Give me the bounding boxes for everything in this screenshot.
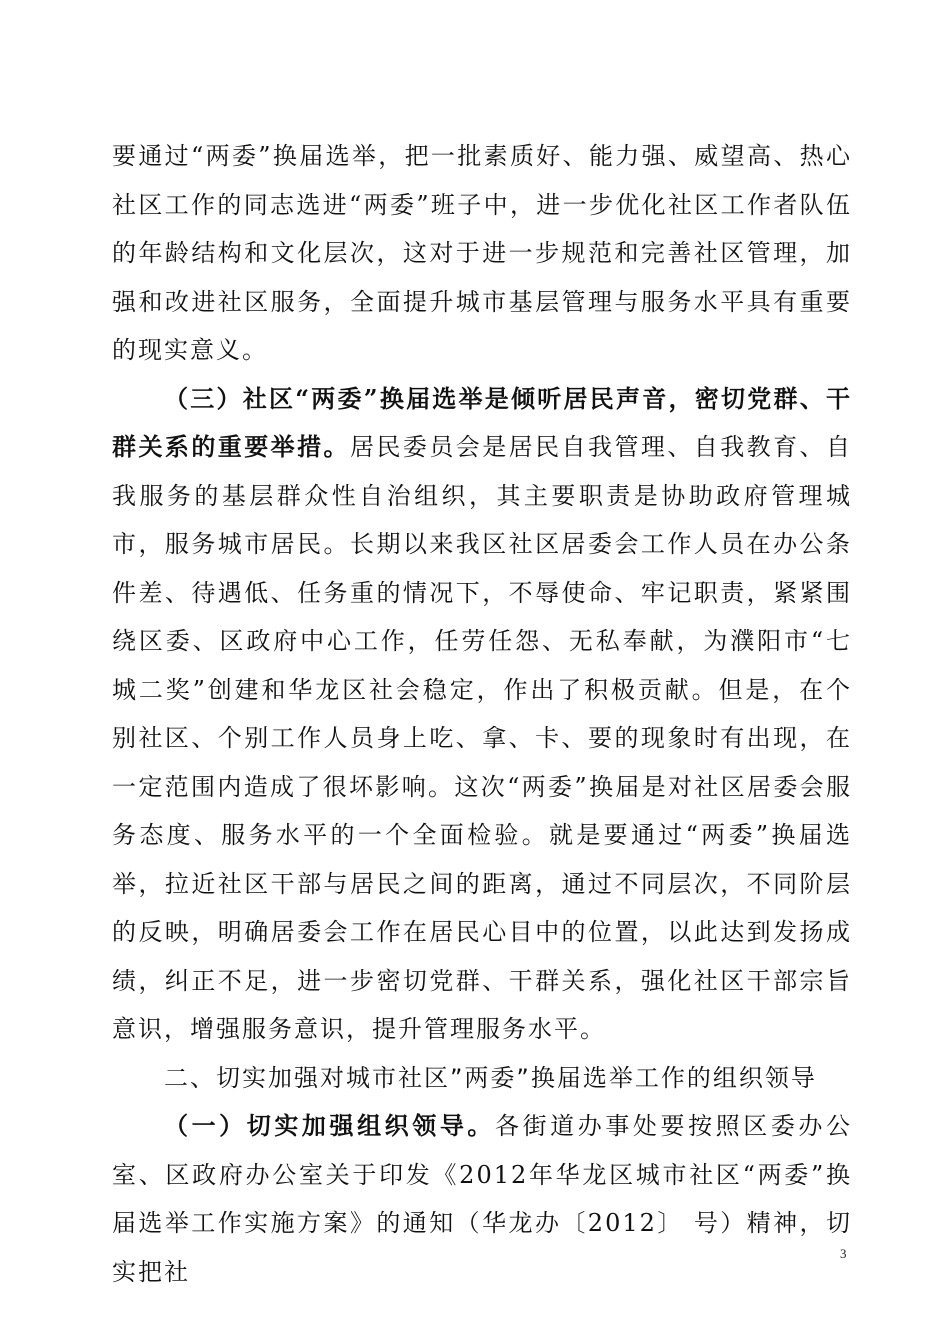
page-number: 3 [840, 1246, 847, 1261]
paragraph-2 [112, 375, 852, 1054]
paragraph-1-text: 要通过“两委”换届选举，把一批素质好、能力强、威望高、热心社区工作的同志选进“两委”班子中，进一步优化社区工作者队伍的年龄结构和文化层次，这对于进一步规范和完善社区管理，加强和改进社区服务，全面提升城市基层管理与服务水平具有重要的现实意义。 [112, 142, 852, 364]
paragraph-2-lead: （三）社区“两委”换届选举是倾听居民声音，密切党群、干群关系的重要举措。 [112, 383, 852, 461]
paragraph-1 [112, 132, 852, 375]
paragraph-2-text: 居民委员会是居民自我管理、自我教育、自我服务的基层群众性自治组织，其主要职责是协助政府管理城市，服务城市居民。长期以来我区社区居委会工作人员在办公条件差、待遇低、任务重的情况下，不辱使命、牢记职责，紧紧围绕区委、区政府中心工作，任劳任怨、无私奉献，为濮阳市“七城二奖”创建和华龙区社会稳定，作出了积极贡献。但是，在个别社区、个别工作人员身上吃、拿、卡、要的现象时有出现，在一定范围内造成了很坏影响。这次“两委”换届是对社区居委会服务态度、服务水平的一个全面检验。就是要通过“两委”换届选举，拉近社区干部与居民之间的距离，通过不同层次，不同阶层的反映，明确居委会工作在居民心目中的位置，以此达到发扬成绩，纠正不足，进一步密切党群、干群关系，强化社区干部宗旨意识，增强服务意识，提升管理服务水平。 [112, 433, 852, 1043]
document-body [112, 132, 852, 1296]
paragraph-3-lead: （一）切实加强组织领导。 [164, 1111, 495, 1140]
section-heading-2: 二、切实加强对城市社区”两委”换届选举工作的组织领导 [164, 1063, 817, 1092]
paragraph-3-text: 各街道办事处要按照区委办公室、区政府办公室关于印发《2012年华龙区城市社区“两委”换届选举工作实施方案》的通知（华龙办〔2012〕 号）精神，切实把社 [112, 1112, 852, 1286]
paragraph-3 [112, 1102, 852, 1296]
